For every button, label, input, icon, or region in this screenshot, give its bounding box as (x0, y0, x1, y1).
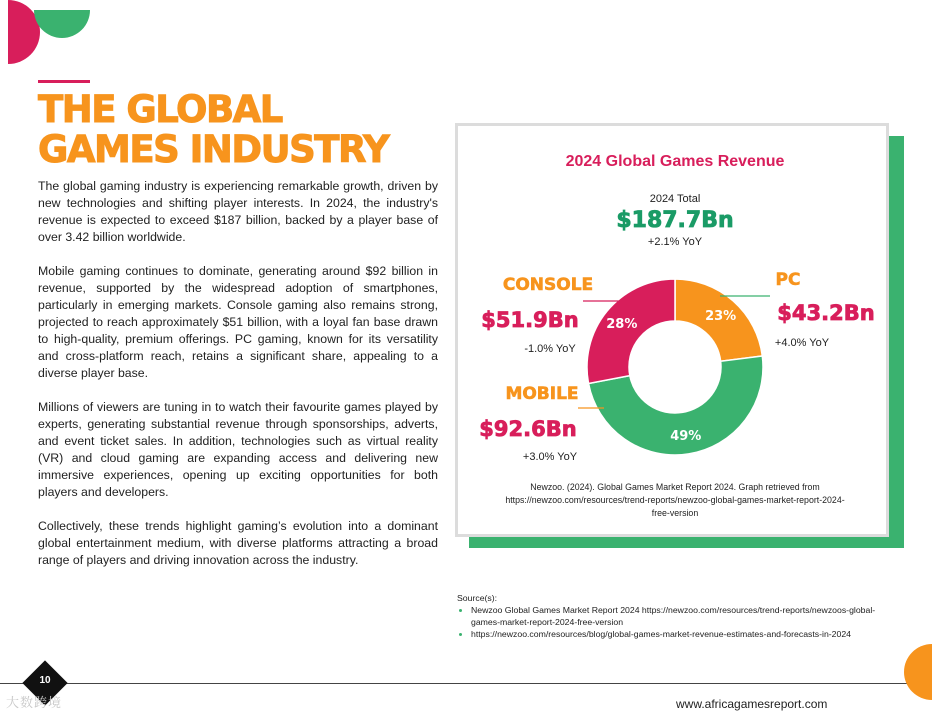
mobile-value: $92.6Bn (479, 417, 577, 441)
corner-decoration (0, 0, 100, 70)
title-accent-rule (38, 80, 90, 83)
source-item: • https://newzoo.com/resources/blog/global-games-market-revenue-estimates-and-forecasts-in-2024 (471, 628, 897, 640)
console-yoy: -1.0% YoY (524, 343, 576, 355)
source-item: • Newzoo Global Games Market Report 2024 https://newzoo.com/resources/trend-reports/newzoos-global-games-market-report-2024-free-version (471, 604, 897, 628)
body-text (38, 178, 438, 586)
donut-chart (458, 126, 886, 534)
page-number: 10 (39, 675, 51, 686)
paragraph: Collectively, these trends highlight gaming’s evolution into a dominant global entertainment medium, with diverse platforms attracting a broad range of players and driving innovation across the industry. (38, 519, 438, 567)
mobile-name: MOBILE (505, 384, 579, 404)
watermark: 大数跨境 (6, 696, 63, 711)
pc-yoy: +4.0% YoY (774, 337, 830, 349)
pc-name: PC (775, 270, 801, 290)
title-line-2: GAMES INDUSTRY (38, 128, 389, 171)
console-value: $51.9Bn (481, 308, 579, 332)
mobile-yoy: +3.0% YoY (522, 451, 578, 463)
title-line-1: THE GLOBAL (38, 88, 282, 131)
paragraph: Mobile gaming continues to dominate, generating around $92 billion in revenue, supported by the widespread adoption of smartphones, particularly in emerging markets. Console gaming also remains strong, projected to reach approximately $51 billion, with a loyal fan base drawn to high-quality, premium offerings. PC gaming, known for its versatility and cross-platform reach, retains a significant share, appealing to a diverse player base. (38, 264, 438, 380)
chart-citation-line: Newzoo. (2024). Global Games Market Report 2024. Graph retrieved from (530, 482, 820, 492)
paragraph: Millions of viewers are tuning in to watch their favourite games played by experts, generating substantial revenue through sponsorships, adverts, and event ticket sales. In addition, technologies such as virtual reality (VR) and cloud gaming are expanding access and delivering new immersive experiences, opening up exciting opportunities for both players and developers. (38, 400, 438, 499)
sources-heading: Source(s): (457, 593, 498, 603)
donut-label-pc: 23% (705, 309, 737, 325)
corner-decoration-bottom (892, 642, 932, 702)
chart-title: 2024 Global Games Revenue (565, 153, 785, 170)
page-title (38, 90, 388, 170)
chart-citation-line: https://newzoo.com/resources/trend-reports/newzoo-global-games-market-report-2024- (505, 495, 845, 505)
total-value: $187.7Bn (616, 208, 734, 233)
paragraph: The global gaming industry is experiencing remarkable growth, driven by new technologies and shifting player interests. In 2024, the industry's revenue is expected to exceed $187 billion, backed by a player base of over 3.42 billion worldwide. (38, 179, 438, 244)
footer-divider (0, 683, 932, 684)
console-name: CONSOLE (502, 275, 594, 295)
chart-card (455, 123, 889, 537)
total-yoy: +2.1% YoY (647, 236, 703, 248)
website-link[interactable]: www.africagamesreport.com (676, 697, 828, 711)
pc-value: $43.2Bn (777, 301, 875, 325)
donut-label-mobile: 49% (670, 429, 702, 445)
donut-label-console: 28% (606, 317, 638, 333)
total-label: 2024 Total (649, 193, 701, 205)
sources-block (457, 592, 897, 640)
chart-citation-line: free-version (651, 508, 699, 518)
